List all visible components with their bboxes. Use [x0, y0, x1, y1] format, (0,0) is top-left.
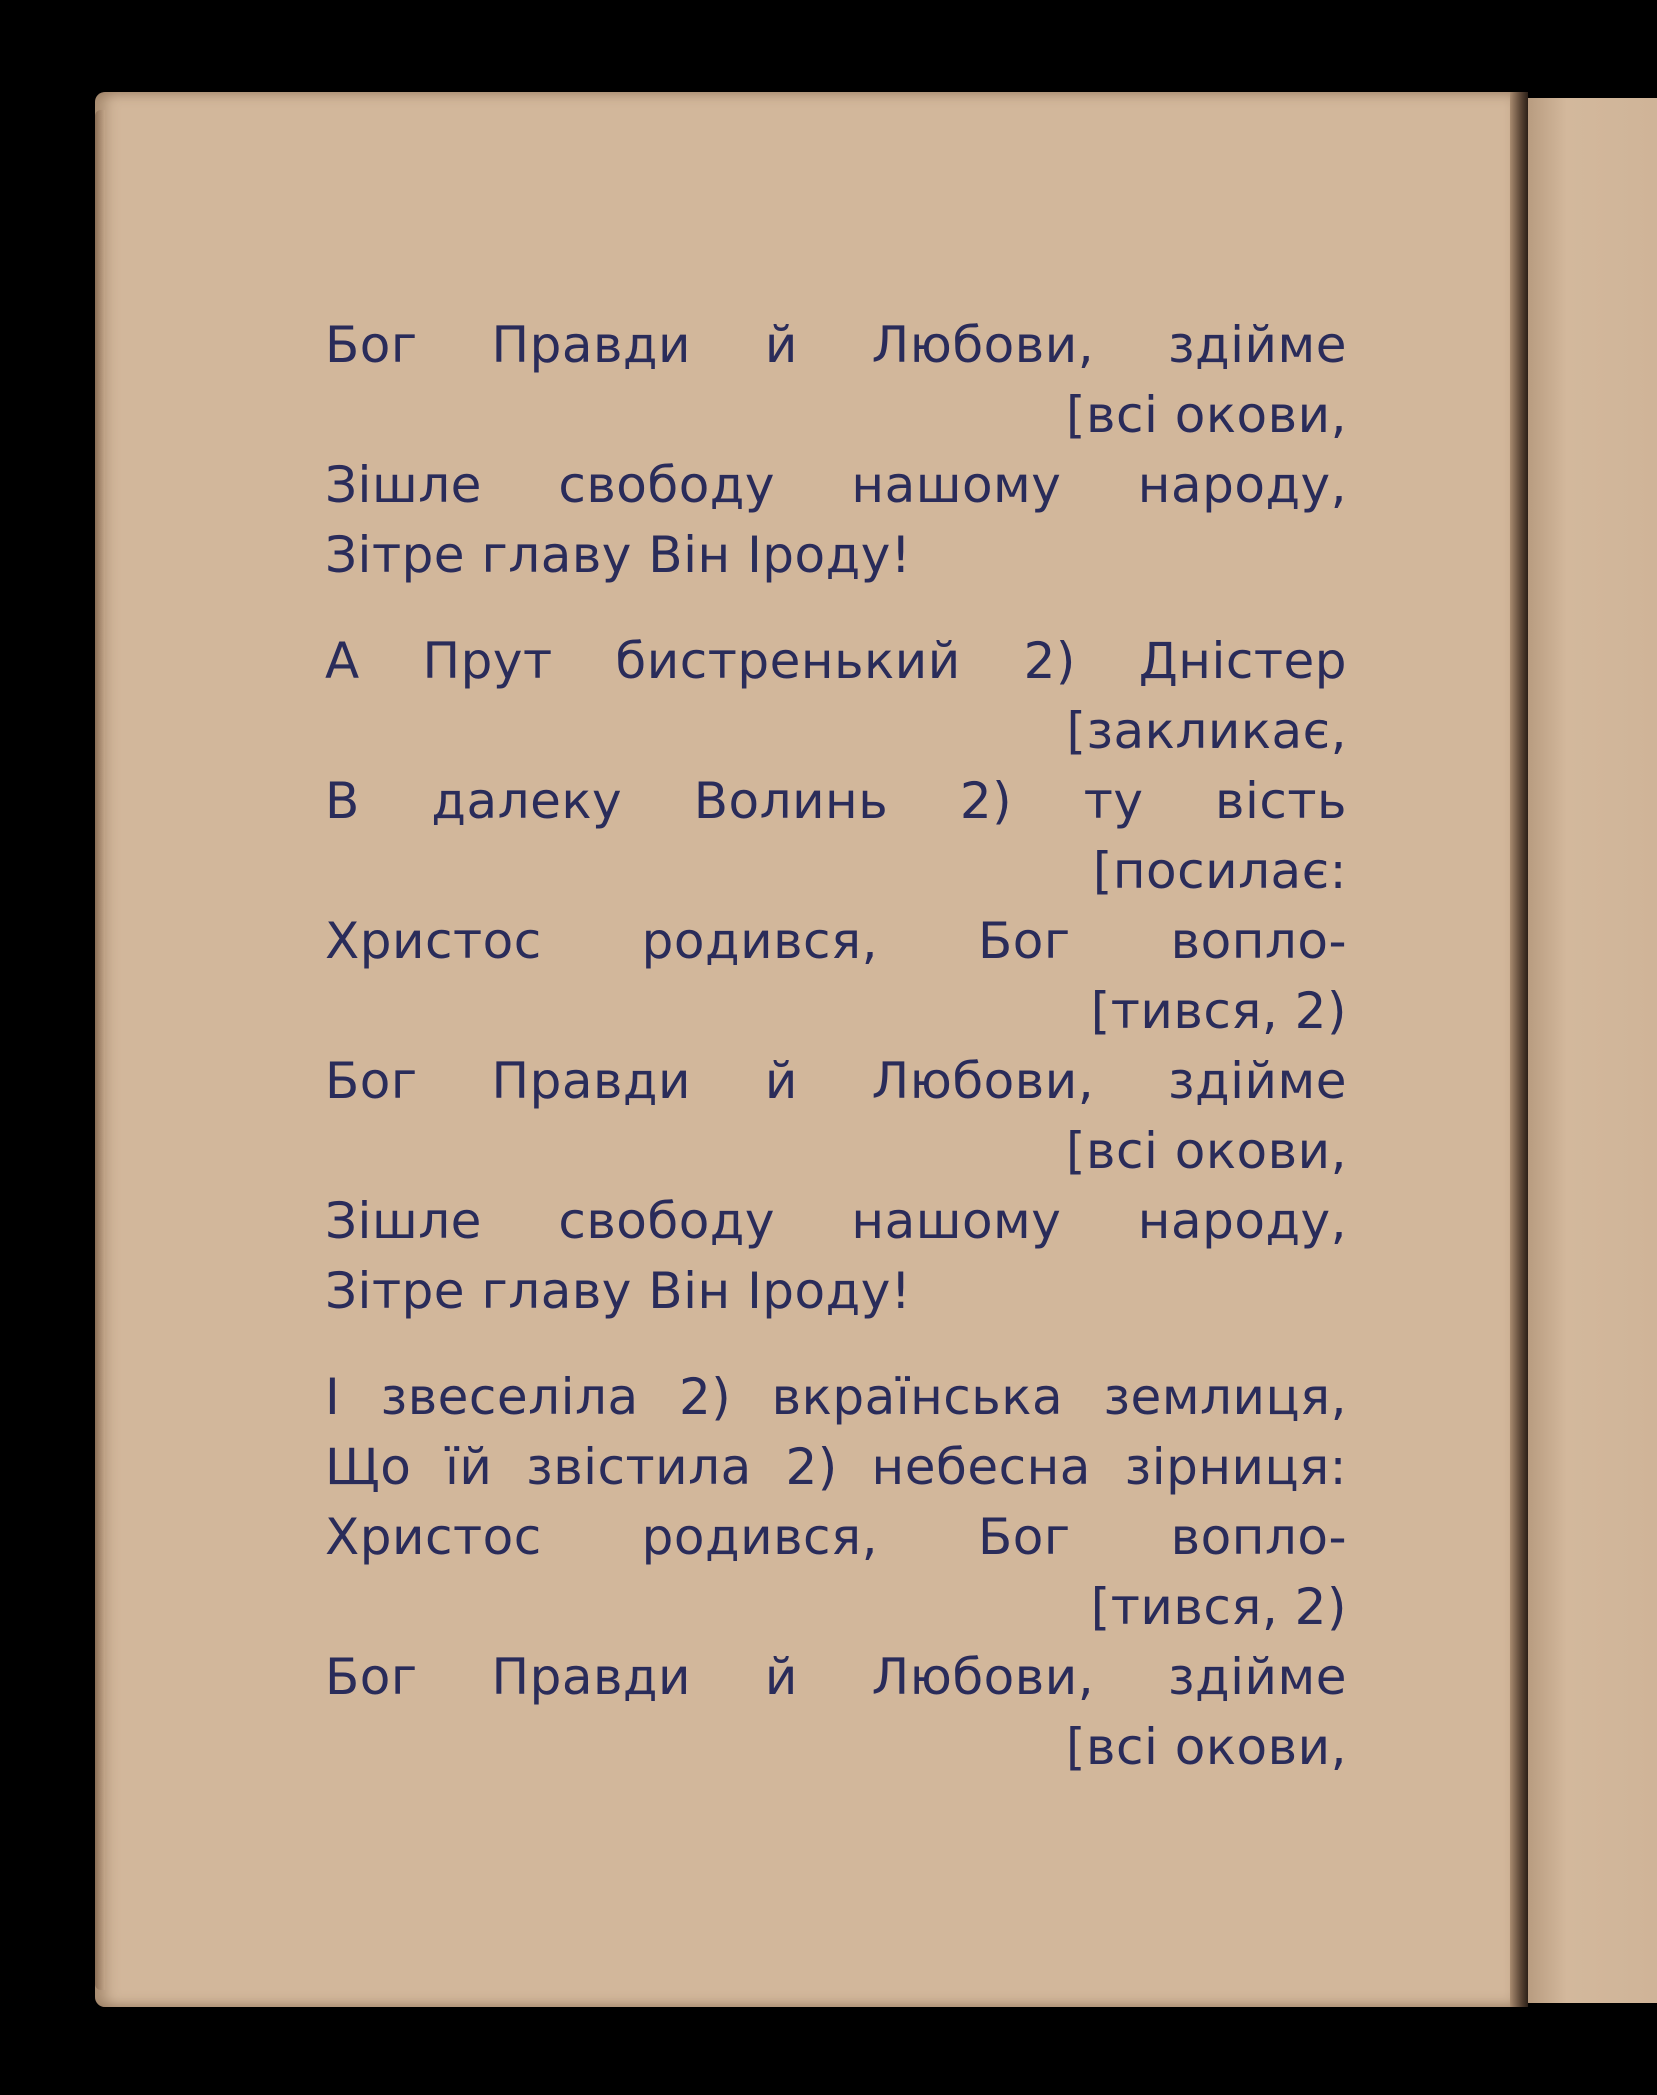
- poem-line: Бог Правди й Любови, здійме: [325, 1052, 1347, 1110]
- poem-text: [325, 310, 1347, 1818]
- stanza: [325, 1362, 1347, 1782]
- poem-line: І звеселіла 2) вкраїнська землиця,: [325, 1368, 1347, 1426]
- stanza: [325, 626, 1347, 1326]
- poem-line: В далеку Волинь 2) ту вість: [325, 772, 1347, 830]
- page-left-edge: [95, 110, 105, 1990]
- poem-line: Що їй звістила 2) небесна зірниця:: [325, 1438, 1347, 1496]
- poem-line: А Прут бистренький 2) Дністер: [325, 632, 1347, 690]
- stanza: [325, 310, 1347, 590]
- poem-line: Зішле свободу нашому народу,: [325, 1192, 1347, 1250]
- poem-line-continuation: [всі окови,: [1066, 1122, 1347, 1180]
- poem-line: Христос родився, Бог вопло-: [325, 912, 1347, 970]
- facing-page-edge: [1528, 98, 1657, 2003]
- poem-line-continuation: [тився, 2): [1090, 1578, 1347, 1636]
- poem-line: Бог Правди й Любови, здійме: [325, 316, 1347, 374]
- poem-line: Бог Правди й Любови, здійме: [325, 1648, 1347, 1706]
- poem-line-continuation: [закликає,: [1066, 702, 1347, 760]
- poem-line: Христос родився, Бог вопло-: [325, 1508, 1347, 1566]
- poem-line-continuation: [всі окови,: [1066, 386, 1347, 444]
- poem-line: Зітре главу Він Іроду!: [325, 526, 912, 584]
- poem-line: Зішле свободу нашому народу,: [325, 456, 1347, 514]
- poem-line: Зітре главу Він Іроду!: [325, 1262, 912, 1320]
- poem-line-continuation: [всі окови,: [1066, 1718, 1347, 1776]
- poem-line-continuation: [посилає:: [1092, 842, 1347, 900]
- poem-line-continuation: [тився, 2): [1090, 982, 1347, 1040]
- book-gutter: [1510, 92, 1528, 2007]
